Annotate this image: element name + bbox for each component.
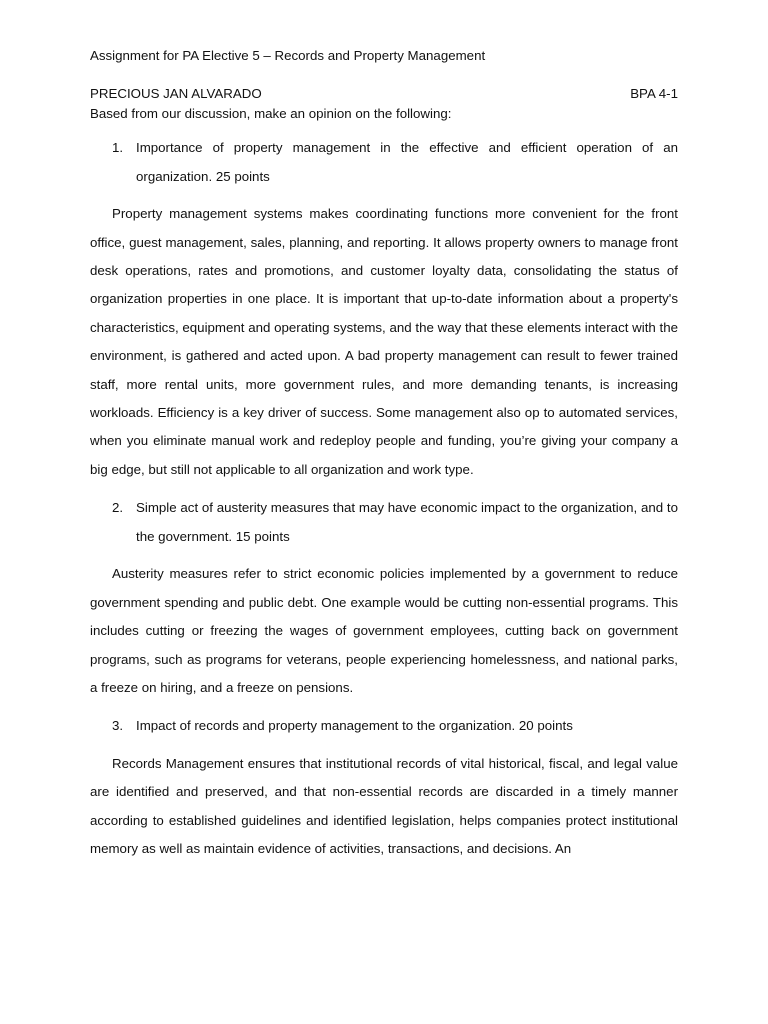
answer-1: Property management systems makes coordinating functions more convenient for the front office, guest management, sales, planning, and reporting. It allows property owners to manage front desk operations, rates and promotions, and customer loyalty data, consolidating the status of organization properties in one place. It is important that up-to-date information about a property's characteristics, equipment and operating systems, and the way that these elements interact with the environment, is gathered and acted upon. A bad property management can result to fewer trained staff, more rental units, more government rules, and more demanding tenants, is increasing workloads. Efficiency is a key driver of success. Some management also op to automated services, when you eliminate manual work and redeploy people and funding, you’re giving your company a big edge, but still not applicable to all organization and work type. [90, 206, 678, 477]
question-number: 3. [112, 718, 124, 734]
answer-2: Austerity measures refer to strict economic policies implemented by a government to reduce government spending and public debt. One example would be cutting non-essential programs. This includes cutting or freezing the wages of government employees, cutting back on government programs, such as programs for veterans, people experiencing homelessness, and national parks, a freeze on hiring, and a freeze on pensions. [90, 566, 678, 696]
question-text: Importance of property management in the effective and efficient operation of an organization. 25 points [136, 140, 678, 184]
student-name: PRECIOUS JAN ALVARADO [90, 86, 262, 101]
question-3 [90, 712, 678, 741]
question-2 [90, 494, 678, 551]
document-page [90, 46, 678, 864]
question-1 [90, 134, 678, 191]
section-label: BPA 4-1 [630, 86, 678, 101]
instructions: Based from our discussion, make an opinion on the following: [90, 106, 452, 121]
question-text: Simple act of austerity measures that may have economic impact to the organization, and to the government. 15 points [136, 500, 678, 544]
document-title: Assignment for PA Elective 5 – Records and Property Management [90, 48, 486, 63]
answer-3: Records Management ensures that institutional records of vital historical, fiscal, and legal value are identified and preserved, and that non-essential records are discarded in a timely manner according to established guidelines and identified legislation, helps companies protect institutional memory as well as maintain evidence of activities, transactions, and decisions. An [90, 756, 678, 857]
question-number: 1. [112, 140, 124, 155]
question-text: Impact of records and property management to the organization. 20 points [136, 718, 573, 734]
student-header [90, 84, 678, 104]
question-number: 2. [112, 500, 124, 516]
